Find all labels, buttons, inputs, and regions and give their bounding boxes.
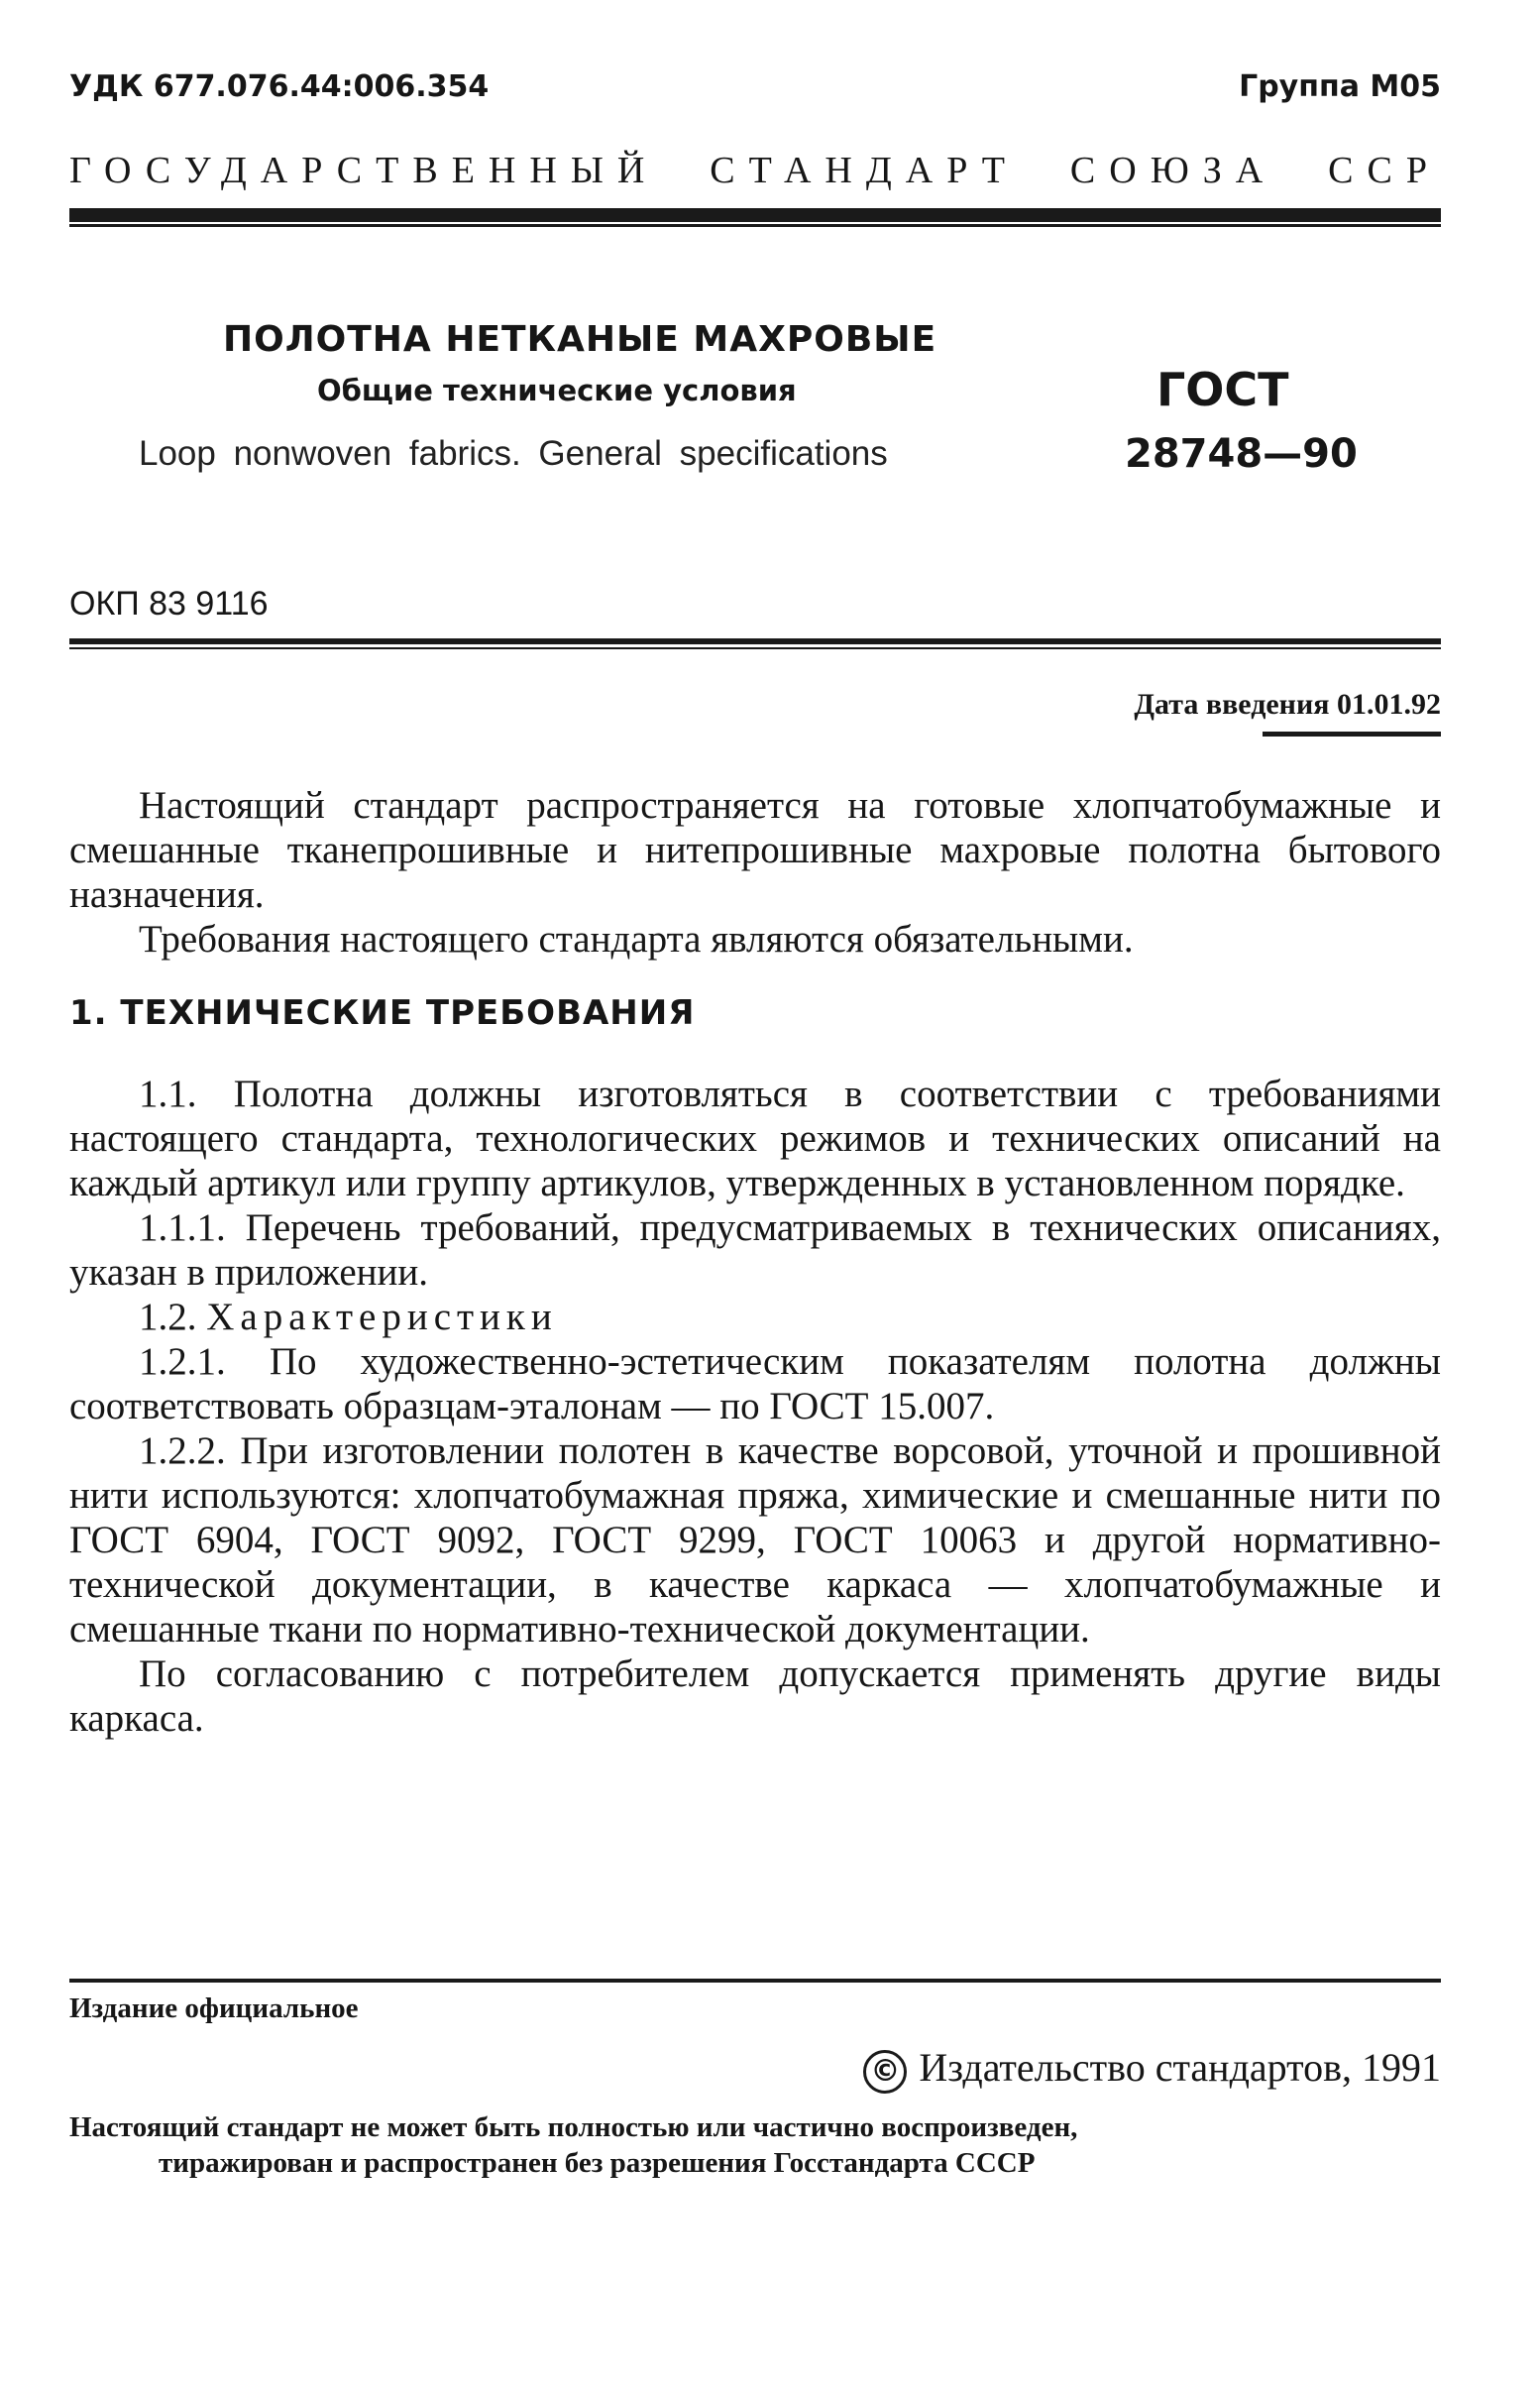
header-thin-rule bbox=[69, 224, 1441, 227]
copyright-icon: © bbox=[863, 2050, 907, 2094]
introduction-date: Дата введения 01.01.92 bbox=[1134, 688, 1441, 721]
gost-label: ГОСТ bbox=[1156, 363, 1289, 416]
official-edition-label: Издание официальное bbox=[69, 1992, 359, 2024]
group-code: Группа М05 bbox=[1239, 69, 1441, 104]
section-heading: 1. ТЕХНИЧЕСКИЕ ТРЕБОВАНИЯ bbox=[69, 993, 696, 1033]
header-thick-rule bbox=[69, 208, 1441, 222]
footer-rule bbox=[69, 1979, 1441, 1983]
clause-1-2-1: 1.2.1. По художественно-эстетическим показателям полотна должны соответствовать образцам-эталонам — по ГОСТ 15.007. bbox=[69, 1340, 1441, 1427]
clause-1-2-2: 1.2.2. При изготовлении полотен в качестве ворсовой, уточной и прошивной нити используются: хлопчатобумажная пряжа, химические и смешанные нити по ГОСТ 6904, ГОСТ 9092, ГОСТ 9299, ГОСТ 10063 и другой нормативно-технической документации, в качестве каркаса — хлопчатобумажные и смешанные ткани по нормативно-технической документации. bbox=[69, 1429, 1441, 1650]
state-standard-banner: ГОСУДАРСТВЕННЫЙ СТАНДАРТ СОЮЗА ССР bbox=[69, 150, 1441, 191]
okp-thin-rule bbox=[69, 647, 1441, 649]
clause-1-1-1: 1.1.1. Перечень требований, предусматриваемых в технических описаниях, указан в приложении. bbox=[69, 1206, 1441, 1294]
okp-thick-rule bbox=[69, 638, 1441, 644]
clause-1-1: 1.1. Полотна должны изготовляться в соответствии с требованиями настоящего стандарта, технологических режимов и технических описаний на каждый артикул или группу артикулов, утвержденных в установленном порядке. bbox=[69, 1073, 1441, 1204]
paragraph-agreement: По согласованию с потребителем допускается применять другие виды каркаса. bbox=[69, 1652, 1441, 1740]
reproduction-notice-line-2: тиражирован и распространен без разрешения Госстандарта СССР bbox=[159, 2147, 1036, 2179]
paragraph-mandatory: Требования настоящего стандарта являются обязательными. bbox=[139, 918, 1134, 961]
document-title: ПОЛОТНА НЕТКАНЫЕ МАХРОВЫЕ bbox=[223, 319, 937, 360]
paragraph-scope: Настоящий стандарт распространяется на готовые хлопчатобумажные и смешанные тканепрошивные и нитепрошивные махровые полотна бытового назначения. bbox=[69, 784, 1441, 916]
clause-1-2-title: Характеристики bbox=[206, 1296, 558, 1338]
document-subtitle: Общие технические условия bbox=[317, 374, 797, 407]
clause-1-2 bbox=[69, 1295, 1441, 1339]
document-title-english: Loop nonwoven fabrics. General specifications bbox=[139, 434, 888, 473]
publisher-line bbox=[863, 2044, 1441, 2094]
date-underline bbox=[1263, 732, 1441, 737]
reproduction-notice-line-1: Настоящий стандарт не может быть полностью или частично воспроизведен, bbox=[69, 2111, 1078, 2143]
okp-code: ОКП 83 9116 bbox=[69, 585, 269, 623]
gost-number: 28748—90 bbox=[1125, 431, 1358, 477]
clause-1-2-number: 1.2. bbox=[139, 1296, 197, 1338]
publisher-name: Издательство стандартов, 1991 bbox=[919, 2045, 1441, 2090]
udk-code: УДК 677.076.44:006.354 bbox=[69, 69, 490, 104]
document-body bbox=[69, 783, 1441, 1741]
